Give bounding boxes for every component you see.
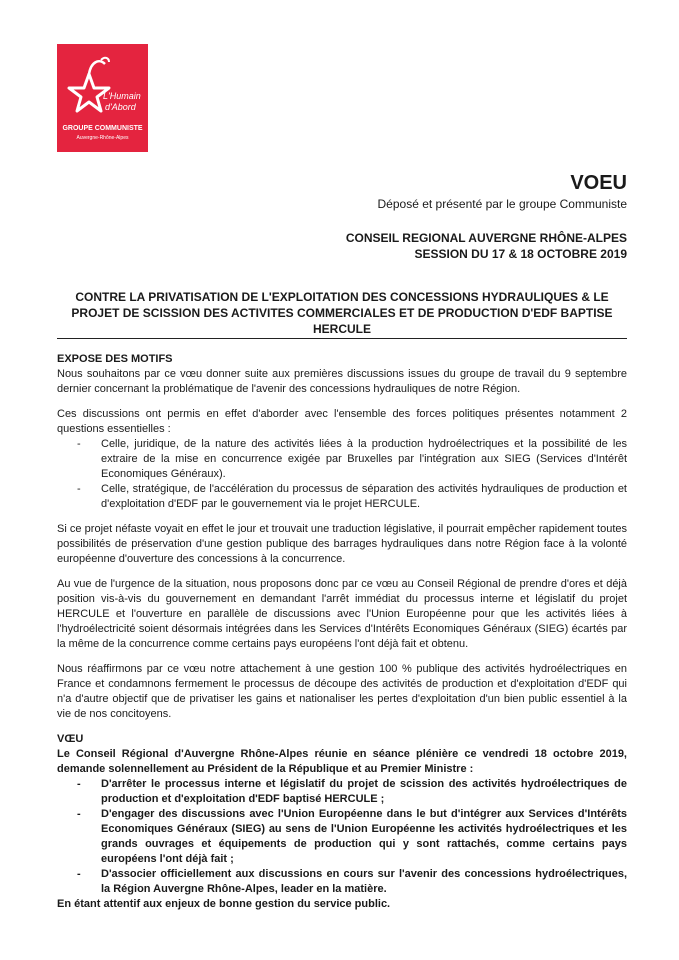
document-body: [57, 352, 627, 912]
list-item: - Celle, stratégique, de l'accélération du processus de séparation des activités hydrauliques de production et d'exploitation d'EDF par le gouvernement via le projet HERCULE.: [57, 482, 627, 512]
document-subtitle: Déposé et présenté par le groupe Communiste: [377, 197, 627, 211]
session-date: SESSION DU 17 & 18 OCTOBRE 2019: [414, 247, 627, 261]
logo-group-name: GROUPE COMMUNISTE: [62, 125, 143, 132]
paragraph: Au vue de l'urgence de la situation, nous proposons donc par ce vœu au Conseil Régional de prendre d'ores et déjà position vis-à-vis du gouvernement en demandant l'arrêt immédiat du processus interne et législatif du projet HERCULE et l'ouverture en parallèle de discussions avec l'Union Européenne pour que les activités liées à l'hydroélectricité soient désormais intégrées dans les Services d'Intérêts Economiques Généraux (SIEG) écartés par la même de la concurrence comme certains pays européens l'ont déjà fait et obtenu.: [57, 578, 627, 650]
paragraph: Nous souhaitons par ce vœu donner suite aux premières discussions issues du groupe de travail du 9 septembre dernier concernant la problématique de l'avenir des concessions hydrauliques de notre Région.: [57, 368, 627, 395]
paragraph: Si ce projet néfaste voyait en effet le jour et trouvait une traduction législative, il pourrait empêcher rapidement toutes possibilités de préservation d'une gestion publique des barrages hydrauliques dans notre Région face à la volonté européenne d'ouverture des concessions à la concurrence.: [57, 523, 627, 565]
list-item: - D'engager des discussions avec l'Union Européenne dans le but d'intégrer aux Services d'Intérêts Economiques Généraux (SIEG) au sens de l'Union Européenne les activités hydroélectriques et les grands ouvrages et équipements de production qui y sont rattachés, comme certains pays européens l'ont déjà fait ;: [57, 807, 627, 867]
paragraph: Nous réaffirmons par ce vœu notre attachement à une gestion 100 % publique des activités hydroélectriques en France et condamnons fermement le processus de découpe des activités de production et d'exploitation d'EDF qui n'a d'autre objectif que de privatiser les gains et nationaliser les pertes d'exploitation d'un bien public essentiel à la vie de nos concitoyens.: [57, 663, 627, 720]
motion-headline: CONTRE LA PRIVATISATION DE L'EXPLOITATION DES CONCESSIONS HYDRAULIQUES & LE PROJET DE SCISSION DES ACTIVITES COMMERCIALES ET DE PRODUCTION D'EDF BAPTISE HERCULE: [71, 290, 613, 336]
list-item: - D'associer officiellement aux discussions en cours sur l'avenir des concessions hydroélectriques, la Région Auvergne Rhône-Alpes, leader en la matière.: [57, 867, 627, 897]
closing-line: En étant attentif aux enjeux de bonne gestion du service public.: [57, 898, 391, 910]
demands-list: [57, 777, 627, 897]
document-title: VOEU: [570, 172, 627, 194]
logo-line-1: L'Humain: [103, 91, 141, 101]
paragraph: Ces discussions ont permis en effet d'aborder avec l'ensemble des forces politiques présentes notamment 2 questions essentielles :: [57, 408, 627, 435]
logo: [57, 44, 148, 152]
council-block: [346, 230, 627, 262]
divider: [57, 338, 627, 339]
council-name: CONSEIL REGIONAL AUVERGNE RHÔNE-ALPES: [345, 231, 627, 245]
list-item: - Celle, juridique, de la nature des activités liées à la production hydroélectriques et la possibilité de les extraire de la mise en concurrence exigée par Bruxelles par l'intégration aux SIEG (Services d'Intérêt Economiques Généraux).: [57, 437, 627, 482]
voeu-intro: Le Conseil Régional d'Auvergne Rhône-Alpes réunie en séance plénière ce vendredi 18 octobre 2019, demande solennellement au Président de la République et au Premier Ministre :: [57, 748, 627, 775]
questions-list: [57, 437, 627, 512]
logo-line-2: d'Abord: [105, 102, 136, 112]
logo-region: Auvergne-Rhône-Alpes: [76, 135, 129, 141]
motifs-heading: EXPOSE DES MOTIFS: [57, 353, 173, 365]
list-item: - D'arrêter le processus interne et législatif du projet de scission des activités hydroélectriques de production et d'exploitation d'EDF baptisé HERCULE ;: [57, 777, 627, 807]
voeu-heading: VŒU: [57, 733, 84, 745]
